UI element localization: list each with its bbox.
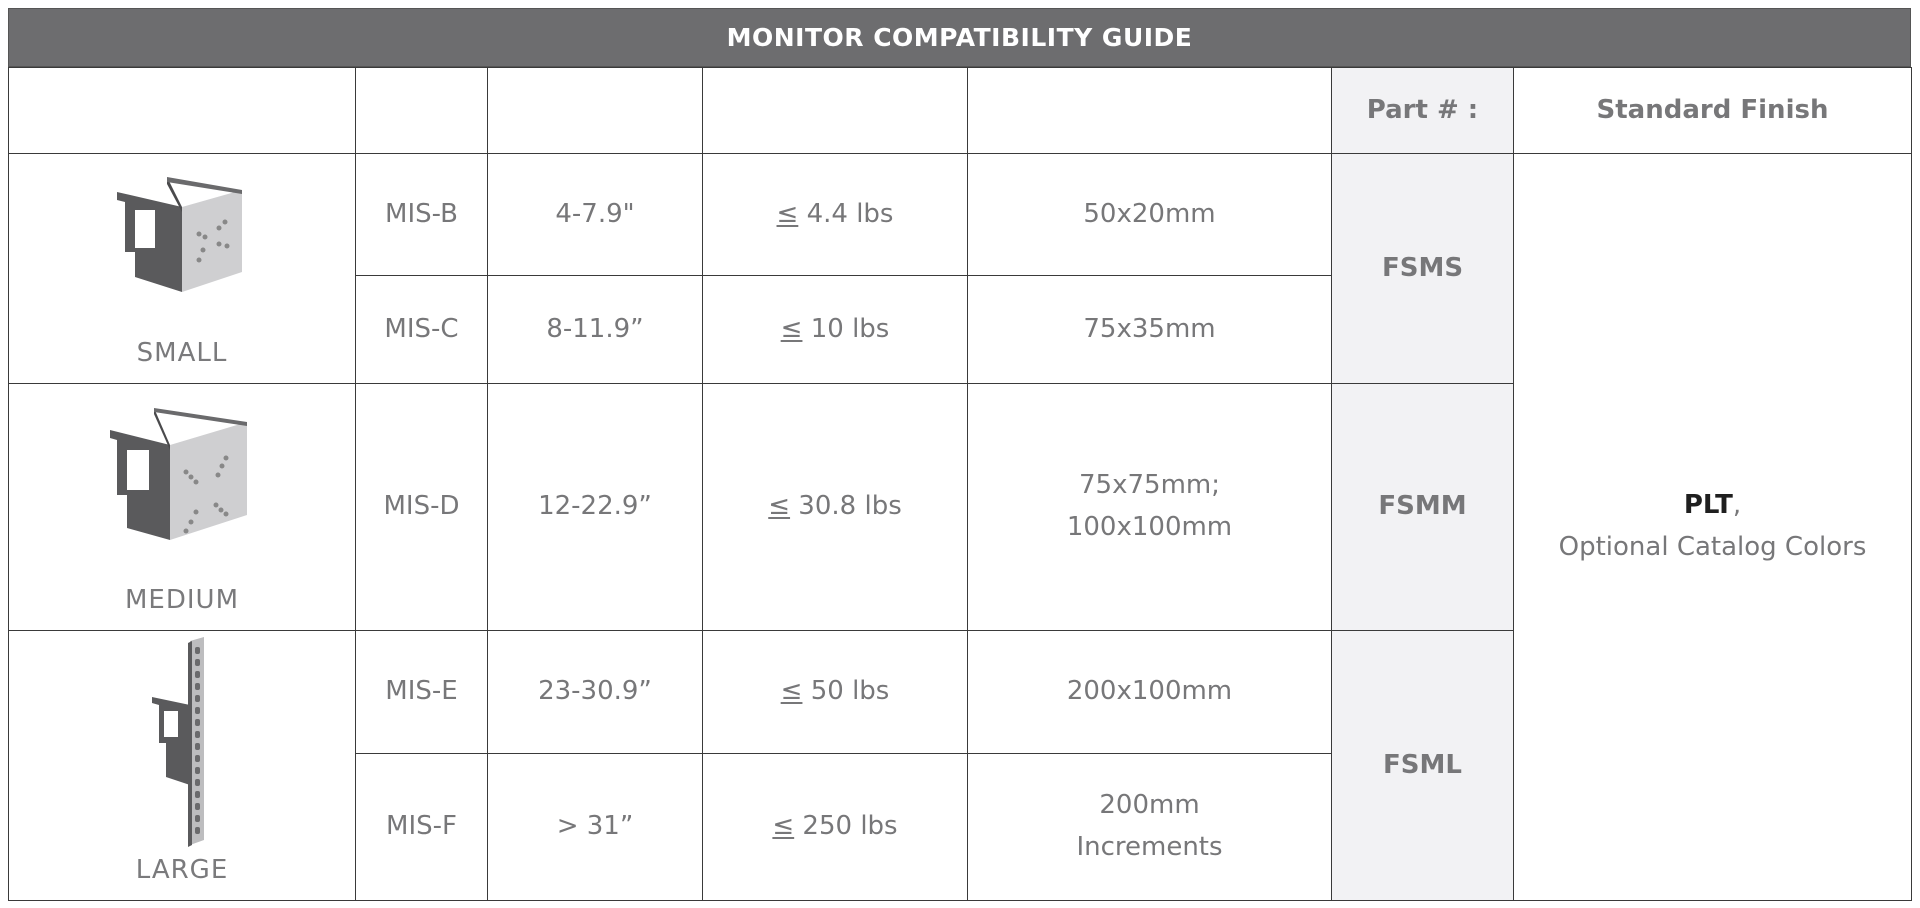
weight-value: 30.8 lbs (790, 491, 902, 522)
screen-size-cell: 4-7.9" (488, 154, 703, 276)
vesa-cell: 200x100mm (968, 631, 1332, 754)
vesa-line-2: Increments (1076, 832, 1223, 862)
part-number-cell: FSML (1332, 631, 1514, 901)
guide-title: MONITOR COMPATIBILITY GUIDE (8, 8, 1911, 67)
large-bracket-image (142, 635, 222, 850)
vesa-line-1: 75x75mm; (1079, 470, 1220, 501)
vesa-cell: 75x35mm (968, 276, 1332, 384)
less-equal-symbol: ≤ (780, 313, 803, 344)
size-label: LARGE (135, 855, 229, 886)
compatibility-table (8, 67, 1912, 901)
vesa-cell: 50x20mm (968, 154, 1332, 276)
vesa-line-1: 200mm (1099, 790, 1200, 821)
size-cell-large (9, 631, 356, 901)
weight-value: 50 lbs (802, 676, 890, 707)
screen-size-cell: 12-22.9” (488, 384, 703, 631)
finish-separator: , (1732, 490, 1742, 521)
less-equal-symbol: ≤ (780, 676, 803, 707)
table-row (9, 154, 1912, 276)
header-cell-model (356, 68, 488, 154)
less-equal-symbol: ≤ (772, 811, 795, 842)
weight-value: 250 lbs (794, 811, 898, 842)
weight-value: 10 lbs (802, 313, 890, 344)
less-equal-symbol: ≤ (768, 491, 791, 522)
screen-size-cell: > 31” (488, 754, 703, 901)
size-cell-medium (9, 384, 356, 631)
size-label: MEDIUM (124, 585, 239, 616)
weight-cell (703, 276, 968, 384)
size-cell-small (9, 154, 356, 384)
model-cell: MIS-B (356, 154, 488, 276)
screen-size-cell: 23-30.9” (488, 631, 703, 754)
header-cell-screen (488, 68, 703, 154)
model-cell: MIS-D (356, 384, 488, 631)
part-number-cell: FSMS (1332, 154, 1514, 384)
standard-finish-cell (1514, 154, 1912, 901)
vesa-line-2: 100x100mm (1066, 512, 1233, 542)
medium-bracket-image (102, 400, 262, 545)
header-cell-size (9, 68, 356, 154)
vesa-cell (968, 754, 1332, 901)
model-cell: MIS-C (356, 276, 488, 384)
part-number-cell: FSMM (1332, 384, 1514, 631)
header-cell-weight (703, 68, 968, 154)
size-label: SMALL (136, 338, 228, 369)
vesa-cell (968, 384, 1332, 631)
monitor-compatibility-guide (8, 8, 1911, 900)
header-row (9, 68, 1912, 154)
model-cell: MIS-E (356, 631, 488, 754)
header-standard-finish: Standard Finish (1514, 68, 1912, 154)
header-part-number: Part # : (1332, 68, 1514, 154)
weight-cell (703, 154, 968, 276)
weight-value: 4.4 lbs (798, 198, 894, 229)
small-bracket-image (107, 172, 257, 302)
model-cell: MIS-F (356, 754, 488, 901)
finish-primary: PLT (1683, 490, 1733, 521)
weight-cell (703, 631, 968, 754)
finish-secondary: Optional Catalog Colors (1558, 532, 1867, 562)
header-cell-vesa (968, 68, 1332, 154)
weight-cell (703, 754, 968, 901)
screen-size-cell: 8-11.9” (488, 276, 703, 384)
less-equal-symbol: ≤ (776, 198, 799, 229)
weight-cell (703, 384, 968, 631)
